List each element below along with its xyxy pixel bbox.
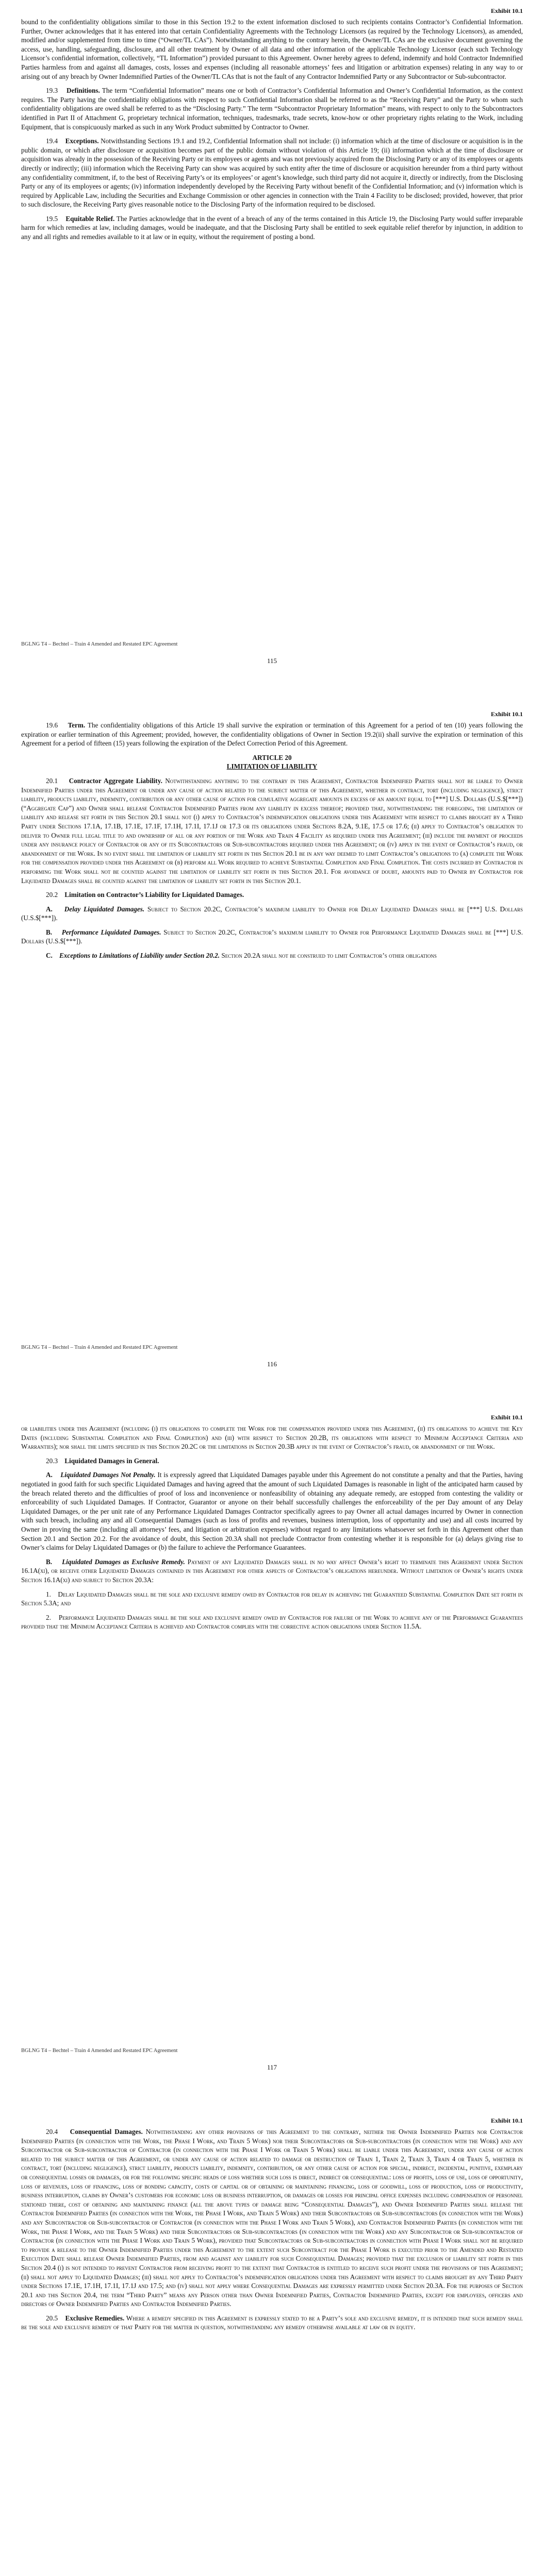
exhibit-label: Exhibit 10.1: [490, 710, 523, 718]
section-20-3: 20.3 Liquidated Damages in General.: [46, 1456, 159, 1465]
section-20-3-a: A. Liquidated Damages Not Penalty. It is expressly agreed that Liquidated Damages payable under this Agreement do not constitute a penalty and that the Parties, having negotiated in good faith for such specific Liquidated Damages and having agreed that the amount of such Liquidated Damages is reasonable in light of the anticipated harm caused by the breach related thereto and the difficulties of proof of loss and inconvenience or nonfeasibility of obtaining any adequate remedy, are estopped from contesting the validity or enforceability of such Liquidated Damages. If Contractor, Guarantor or anyone on their behalf successfully challenges the enforceability of the per Day amount of any Delay Liquidated Damages, or the per unit rate of any Performance Liquidated Damages Contractor specifically agrees to pay Owner all actual damages incurred by Owner in connection with such breach, including any and all Consequential Damages (such as loss of profits and revenues, business interruption, loss of opportunity and use) and all costs incurred by Owner in proving the same (including all attorneys’ fees, and litigation or arbitration expenses) without regard to any limitations whatsoever set forth in this Agreement other than Section 20.1 and Section 20.2. For the avoidance of doubt, this Section 20.3A shall not preclude Contractor from contesting whether it is responsible for (a) delays giving rise to Owner’s claims for Delay Liquidated Damages or (b) the failure to achieve the Performance Guarantees.: [21, 1471, 523, 1552]
section-20-3-b: B. Liquidated Damages as Exclusive Remedy. Payment of any Liquidated Damages shall in no way affect Owner’s right to terminate this Agreement under Section 16.1A(xi), or receive other Liquidated Damages contained in this Agreement for other aspects of Contractor’s obligations hereunder. Without limitation of Owner’s rights under Section 16.1A(xi) and subject to Section 20.3A:: [21, 1557, 523, 1584]
document-page: [0, 2110, 544, 2576]
section-20-5: 20.5 Exclusive Remedies. Where a remedy specified in this Agreement is expressly stated to be a Party’s sole and exclusive remedy, it is intended that such remedy shall be the sole and exclusive remedy of that Party for the matter in question, notwithstanding any remedy otherwise available at law or in equity.: [21, 2314, 523, 2331]
section-20-2: 20.2 Limitation on Contractor’s Liability for Liquidated Damages.: [46, 891, 244, 899]
section-20-3-b-1: 1. Delay Liquidated Damages shall be the sole and exclusive remedy owed by Contractor for delay in achieving the Guaranteed Substantial Completion Date set forth in Section 5.3A; and: [21, 1590, 523, 1607]
page-content: [21, 2127, 523, 2337]
section-19-5: 19.5 Equitable Relief. The Parties acknowledge that in the event of a breach of any of the terms contained in this Article 19, the Disclosing Party would suffer irreparable harm for which remedies at law, including damages, would be inadequate, and that the Disclosing Party shall be entitled to seek equitable relief therefor by injunction, in addition to any and all rights and remedies available to it at law or in equity, without the requirement of posting a bond.: [21, 214, 523, 241]
page-number: 117: [267, 2063, 277, 2071]
page-number: 116: [267, 1360, 277, 1368]
section-20-2-a: A. Delay Liquidated Damages. Subject to Section 20.2C, Contractor’s maximum liability to Owner for Delay Liquidated Damages shall be [***] U.S. Dollars (U.S.$[***]).: [21, 905, 523, 922]
document-page: [0, 0, 544, 703]
page-footer: BGLNG T4 – Bechtel – Train 4 Amended and Restated EPC Agreement: [21, 2048, 178, 2054]
article-title: ARTICLE 20: [252, 753, 292, 761]
section-19-3: 19.3 Definitions. The term “Confidential Information” means one or both of Contractor’s Confidential Information and Owner’s Confidential Information, as the context requires. The Party having the confidentiality obligations with respect to such Confidential Information shall be referred to as the “Receiving Party” and the Party to whom such confidentiality obligations are owed shall be referred to as the “Disclosing Party.” The term “Subcontractor Proprietary Information” means, with respect to only to the Subcontractors identified in Part II of Attachment G, proprietary technical information, techniques, tradesmarks, trade secrets, know-how or other proprietary rights relating to the Work, including Equipment, that is conspicuously marked as such in any Work Product submitted by Contractor to Owner.: [21, 87, 523, 131]
page-content: [21, 1424, 523, 1636]
article-subtitle: LIMITATION OF LIABILITY: [226, 762, 318, 771]
section-19-6: 19.6 Term. The confidentiality obligations of this Article 19 shall survive the expiration or termination of this Agreement for a period of ten (10) years following the expiration or earlier termination of this Agreement; provided, however, the confidentiality obligations of Owner in Section 19.2(ii) shall survive the expiration or termination of this Agreement for a period of fifteen (15) years following the expiration of the Defect Correction Period of this Agreement.: [21, 721, 523, 748]
section-20-2-b: B. Performance Liquidated Damages. Subject to Section 20.2C, Contractor’s maximum liability to Owner for Performance Liquidated Damages shall be [***] U.S. Dollars (U.S.$[***]).: [21, 928, 523, 945]
page-footer: BGLNG T4 – Bechtel – Train 4 Amended and Restated EPC Agreement: [21, 641, 178, 647]
page-number: 115: [267, 657, 277, 665]
page-footer: BGLNG T4 – Bechtel – Train 4 Amended and Restated EPC Agreement: [21, 1345, 178, 1350]
page-content: [21, 721, 523, 965]
paragraph: bound to the confidentiality obligations similar to those in this Section 19.2 to the extent information disclosed to such recipients contains Contractor’s Confidential Information. Further, Owner acknowledges that it has entered into that certain Confidentiality Agreements with the Technology Licensors (as required by the Technology Licensors), as amended, modified and/or supplemented from time to time (“Owner/TL CAs”). Notwithstanding anything to the contrary herein, the Owner/TL CAs are the exclusive document governing the access, use, handling, safeguarding, disclosure, and all other treatment by Owner of all data and other information of the applicable Technology Licensor (each such Technology Licensor’s confidential information, collectively, “TL Information”) provided pursuant to this Agreement. Owner hereby agrees to defend, indemnify and hold Contractor Indemnified Parties harmless from and against all damages, costs, losses and expenses (including all reasonable attorneys’ fees and litigation or arbitration expenses) relating in any way to or arising out of any breach by Owner Indemnified Parties of the Owner/TL CAs that is not the fault of any Contractor Indemnified Party or any Subcontractor or Sub-subcontractor.: [21, 18, 523, 80]
section-20-2-c: C. Exceptions to Limitations of Liability under Section 20.2. Section 20.2A shall not be construed to limit Contractor’s other obligations: [46, 952, 437, 960]
exhibit-label: Exhibit 10.1: [490, 1414, 523, 1421]
section-20-4: 20.4 Consequential Damages. Notwithstanding any other provisions of this Agreement to the contrary, neither the Owner Indemnified Parties nor Contractor Indemnified Parties (in connection with the Work, the Phase I Work, and Train 5 Work) nor their Subcontractors or Sub-subcontractors (in connection with the Work) and any Subcontractor or Sub-subcontractor of Contractor (in connection with the Phase I Work or Train 5 Work) shall be liable under this Agreement, under any cause of action related to the subject matter of this Agreement, or under any cause of action related to damage or destruction of Train 1, Train 2, Train 3, Train 4 or Train 5, whether in contract, tort (including negligence), strict liability, products liability, indemnity, contribution, or any other cause of action for special, indirect, incidental, punitive, exemplary or consequential losses or damages, or for the following specific heads of loss whether such loss is direct, indirect or consequential: loss of profits, loss of use, loss of opportunity, loss of revenues, loss of financing, loss of bonding capacity, costs of capital or of obtaining or maintaining financing, loss of goodwill, loss of production, loss of productivity, business interruption, claims by Owner’s customers for economic loss or business interruption, or damages or losses for principal office expenses including compensation of personnel stationed there, cost of obtaining and maintaining finance (all the above types of damage being “Consequential Damages”), and Owner Indemnified Parties shall release the Contractor Indemnified Parties (in connection with the Work, the Phase I Work, and Train 5 Work) and their Subcontractors or Sub-subcontractors (in connection with the Work) and any Subcontractor or Sub-subcontractor of Contractor (in connection with the Phase I Work and Train 5 Work), and Contractor Indemnified Parties (in connection with the Work, the Phase I Work, and the Train 5 Work) and their Subcontractors or Sub-subcontractors (in connection with the Work) and any Subcontractor or Sub-subcontractor of Contractor (in connection with the Phase I Work and Train 5 Work), provided that Subcontractors or Sub-subcontractors in connection with Phase I Work shall not be required to provide a release to the Owner Indemnified Parties under this Agreement to the extent such Subcontract for the Phase I Work is executed prior to the Amended and Restated Execution Date shall release Owner Indemnified Parties, from and against any liability for such Consequential Damages; provided that the exclusion of liability set forth in this Section 20.4 (i) is not intended to prevent Contractor from receiving profit to the extent that Contractor is entitled to receive such profit under the provisions of this Agreement; (ii) shall not apply to Liquidated Damages; (iii) shall not apply to Contractor’s indemnification obligations under this Agreement with respect to claims brought by any Third Party under Sections 17.1E, 17.1H, 17.1I, 17.1J and 17.5; and (iv) shall not apply where Consequential Damages are expressly permitted under Section 20.3A. For the purposes of Section 20.1 and this Section 20.4, the term “Third Party” means any Person other than Owner Indemnified Parties, Contractor Indemnified Parties, except for employees, officers and directors of Owner Indemnified Parties and Contractor Indemnified Parties.: [21, 2128, 523, 2308]
page-content: [21, 18, 523, 247]
paragraph: or liabilities under this Agreement (including (i) its obligations to complete the Work for the compensation provided under this Agreement, (ii) its obligations to achieve the Key Dates (including Substantial Completion and Final Completion) and (iii) with respect to Section 20.2B, its obligations with respect to Minimum Acceptance Criteria and Warranties); nor shall the limits specified in this Section 20.2C or the limitations in Section 20.3B apply in the event of Contractor’s fraud, or abandonment of the Work.: [21, 1425, 523, 1451]
document-page: [0, 1406, 544, 2110]
exhibit-label: Exhibit 10.1: [490, 2117, 523, 2124]
document-page: [0, 703, 544, 1406]
exhibit-label: Exhibit 10.1: [490, 7, 523, 14]
section-20-1: 20.1 Contractor Aggregate Liability. Notwithstanding anything to the contrary in this Agreement, Contractor Indemnified Parties shall not be liable to Owner Indemnified Parties under this Agreement or under any cause of action related to the subject matter of this Agreement, whether in contract, tort (including negligence), strict liability, products liability, indemnity, contribution or any other cause of action for cumulative aggregate amounts in excess of an amount equal to [***] U.S. Dollars (U.S.$[***]) (“Aggregate Cap”) and Owner shall release Contractor Indemnified Parties from any liability in excess thereof; provided that, notwithstanding the foregoing, the limitation of liability and release set forth in this Section 20.1 shall not (i) apply to Contractor’s indemnification obligations under this Agreement with respect to claims brought by a Third Party under Sections 17.1A, 17.1B, 17.1E, 17.1F, 17.1H, 17.1I, 17.1J or 17.3 or its obligations under Sections 8.2A, 9.1E, 17.5 or 17.6; (ii) apply to Contractor’s obligation to deliver to Owner full legal title to and ownership of all or any portion of the Work and Train 4 Facility as required under this Agreement; (iii) include the payment of proceeds under any insurance policy of Contractor or any of its Subcontractors or Sub-subcontractors required under this Agreement; or (iv) apply in the event of Contractor’s fraud, or abandonment of the Work. In no event shall the limitation of liability set forth in this Section 20.1 be in any way deemed to limit Contractor’s obligations to (a) complete the Work for the compensation provided under this Agreement or (b) perform all Work required to achieve Substantial Completion and Final Completion. The costs incurred by Contractor in performing the Work shall not be counted against the limitation of liability set forth in this Section 20.1. For avoidance of doubt, amounts paid to Owner by Contractor for Liquidated Damages shall be counted against the limitation of liability set forth in this Section 20.1.: [21, 776, 523, 885]
section-20-3-b-2: 2. Performance Liquidated Damages shall be the sole and exclusive remedy owed by Contractor for failure of the Work to achieve any of the Performance Guarantees provided that the Minimum Acceptance Criteria is achieved and Contractor complies with the corrective action obligations under Section 11.5A.: [21, 1613, 523, 1631]
section-19-4: 19.4 Exceptions. Notwithstanding Sections 19.1 and 19.2, Confidential Information shall not include: (i) information which at the time of disclosure or acquisition is in the public domain, or which after disclosure or acquisition becomes part of the public domain without violation of this Article 19; (ii) information which at the time of disclosure or acquisition was already in the possession of the Receiving Party or its employees or agents and was not previously acquired from the Disclosing Party or any of its employees or agents directly or indirectly; (iii) information which the Receiving Party can show was acquired by such entity after the time of disclosure or acquisition hereunder from a third party without any confidentiality commitment, if, to the best of Receiving Party’s or its employees’ or agent’s knowledge, such third party did not acquire it, directly or indirectly, from the Disclosing Party or any of its employees or agents; (iv) information independently developed by the Receiving Party without benefit of the Confidential Information; and (v) information which is required by Applicable Law, including the Securities and Exchange Commission or other agencies in connection with the Train 4 Facility to be disclosed; provided, however, that prior to such disclosure, the Receiving Party gives reasonable notice to the Disclosing Party of the information required to be disclosed.: [21, 137, 523, 209]
